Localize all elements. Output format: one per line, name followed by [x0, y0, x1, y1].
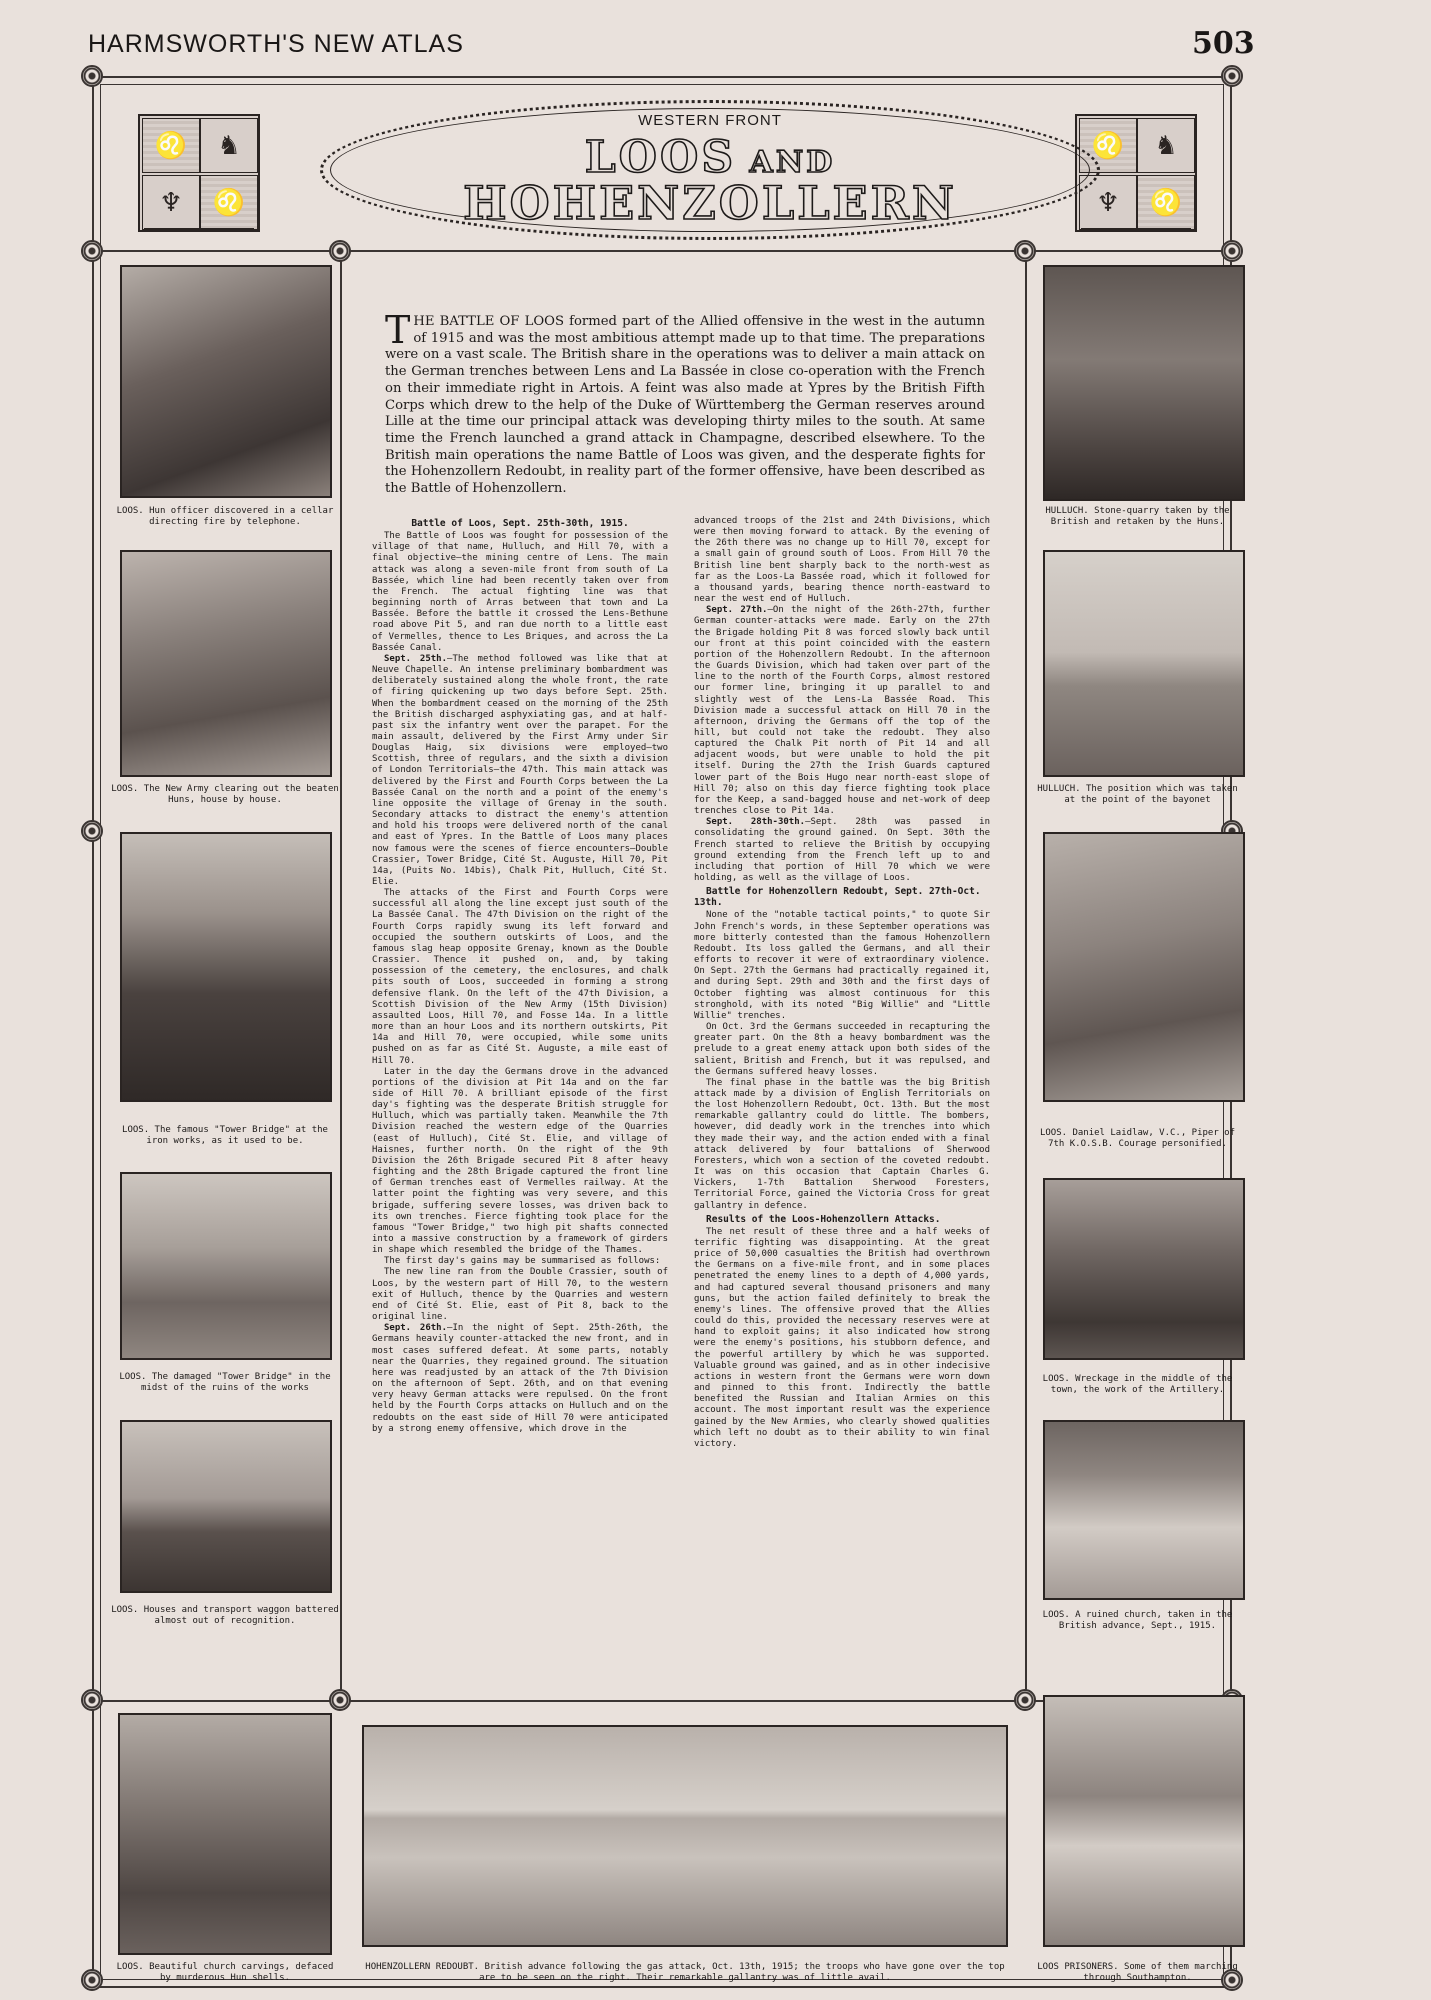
rosette-ornament: [81, 1969, 103, 1991]
photo-ruined-church: [1043, 1420, 1245, 1600]
paragraph-lead: Sept. 25th.: [384, 653, 448, 664]
rosette-ornament: [1221, 65, 1243, 87]
photo-loos-prisoners: [1043, 1695, 1245, 1947]
caption: HULLUCH. The position which was taken at the point of the bayonet: [1037, 784, 1238, 805]
rosette-ornament: [329, 240, 351, 262]
caption: LOOS. A ruined church, taken in the British advance, Sept., 1915.: [1042, 1610, 1233, 1631]
rosette-ornament: [1014, 240, 1036, 262]
paragraph: [372, 1323, 668, 1435]
photo-hohenzollern-redoubt: [362, 1725, 1008, 1947]
caption: LOOS. The damaged "Tower Bridge" in the midst of the ruins of the works: [119, 1372, 331, 1393]
lions-icon: ♌: [200, 175, 258, 230]
lion-rampant-icon: ♞: [1137, 118, 1195, 173]
paragraph: The attacks of the First and Fourth Corps were successful all along the line except just south of the La Bassée Canal. The 47th Division on the right of the Fourth Corps rapidly swung its left forward and occupied the southern outskirts of Loos, and the famous slag heap opposite Grenay, known as the Double Crassier. Thence it pushed on, and, by taking possession of the cemetery, the enclosures, and chalk pits south of Loos, succeeded in forming a strong defensive flank. On the left of the 47th Division, a Scottish Division of the New Army (15th Division) assaulted Loos, Hill 70, and Fosse 14a. In a little more than an hour Loos and its northern outskirts, Pit 14a and Hill 70, were occupied, while some units pushed on as far as Cité St. Auguste, a mile east of Hill 70.: [372, 888, 668, 1066]
left-column-divider: [340, 250, 342, 1700]
paragraph: The final phase in the battle was the big British attack made by a division of English Territorials on the lost Hohenzollern Redoubt, Oct. 13th. But the most remarkable gallantry could do little. The bombers, however, did deadly work in the trenches into which they made their way, and the action ended with a final attack delivered by four battalions of Sherwood Foresters, which won a section of the coveted redoubt. It was on this occasion that Captain Charles G. Vickers, 1-7th Battalion Sherwood Foresters, Territorial Force, gained the Victoria Cross for great gallantry in defence.: [694, 1077, 990, 1211]
section-kicker: WESTERN FRONT: [638, 112, 782, 129]
caption: HULLUCH. Stone-quarry taken by the British and retaken by the Huns.: [1045, 506, 1230, 527]
drop-cap: T: [385, 308, 411, 352]
caption: LOOS. Daniel Laidlaw, V.C., Piper of 7th K.O.S.B. Courage personified.: [1039, 1128, 1236, 1149]
ornament-scroll: [144, 228, 254, 250]
running-title: HARMSWORTH'S NEW ATLAS: [88, 30, 464, 58]
paragraph-body: —On the night of the 26th-27th, further German counter-attacks were made. Early on the 27th the Brigade holding Pit 8 was forced slowly back until our front at this point coincided with the eastern portion of the Hohenzollern Redoubt. In the afternoon the Guards Division, which had taken over part of the line to the north of the Fourth Corps, almost restored our former line, bringing it up parallel to and slightly west of the Lens-La Bassée Road. This Division made a successful attack on Hill 70 in the afternoon, driving the Germans off the top of the hill, but could not take the redoubt. They also captured the Chalk Pit north of Pit 14 and all adjacent woods, but were unable to hold the pit itself. During the 27th the Irish Guards captured lower part of the Bois Hugo near north-east slope of Hill 70; also on this day fierce fighting took place for the Keep, a sand-bagged house and net-work of deep trenches close to Pit 14a.: [694, 605, 991, 817]
lede-paragraph: [385, 308, 985, 498]
paragraph: The new line ran from the Double Crassier, south of Loos, by the western part of Hill 70, to the western exit of Hulluch, thence by the Quarries and western end of Cité St. Elie, east of Pit 8, back to the original line.: [372, 1267, 668, 1323]
photo-damaged-tower-bridge: [120, 1172, 332, 1360]
paragraph: [694, 817, 990, 884]
title-word: AND: [736, 145, 836, 180]
section-heading: Battle for Hohenzollern Redoubt, Sept. 27th-Oct. 13th.: [694, 886, 981, 909]
paragraph-lead: Sept. 28th-30th.: [706, 817, 806, 828]
caption: LOOS. The New Army clearing out the beaten Huns, house by house.: [111, 784, 339, 805]
paragraph-body: —The method followed was like that at Neuve Chapelle. An intense preliminary bombardment was deliberately sustained along the whole front, the rate of firing quickening up two days before Sept. 25th. When the bombardment ceased on the morning of the 25th the British discharged asphyxiating gas, and at half-past six the infantry went over the parapet. For the main assault, delivered by the First Army under Sir Douglas Haig, six divisions were employed—two Scottish, three of regulars, and the sixth a division of London Territorials—the 47th. This main attack was delivered by the First and Fourth Corps between the La Bassée Canal on the north and a point of the enemy's line opposite the village of Grenay in the south. Secondary attacks to distract the enemy's attention and hold his troops were delivered north of the canal and east of Ypres. In the Battle of Loos many places now famous were the scenes of fierce encounters—Double Crassier, Tower Bridge, Cité St. Auguste, Hill 70, Pit 14a, (Puits No. 14bis), Chalk Pit, Hulluch, Cité St. Elie.: [372, 653, 669, 887]
paragraph: None of the "notable tactical points," to quote Sir John French's words, in these September operations was more bitterly contested than the famous Hohenzollern Redoubt. Its loss galled the Germans, and all their efforts to recover it were of extraordinary violence. On Sept. 27th the Germans had practically regained it, and during Sept. 29th and 30th and the first days of October fighting was almost continuous for this stronghold, with its noted "Big Willie" and "Little Willie" trenches.: [694, 910, 990, 1021]
article-column-left: [372, 516, 668, 1435]
caption: LOOS. Hun officer discovered in a cellar directing fire by telephone.: [116, 506, 334, 527]
photo-church-carvings: [118, 1713, 332, 1955]
royal-arms-emblem-left: [138, 114, 260, 232]
paragraph: The Battle of Loos was fought for possession of the village of that name, Hulluch, and Hill 70, with a final objective—the mining centre of Lens. The main attack was along a seven-mile front from south of La Bassée, which line had been recently taken over from the French. The actual fighting line was that beginning north of Arras between that town and La Bassée. Before the battle it crossed the Lens-Bethune road above Pit 5, and ran due north to a little east of Vermelles, thence to Les Briques, and across the La Bassée Canal.: [372, 531, 668, 653]
rosette-ornament: [1014, 1689, 1036, 1711]
harp-icon: ♆: [1079, 175, 1137, 230]
paragraph: On Oct. 3rd the Germans succeeded in recapturing the greater part. On the 8th a heavy bombardment was the prelude to a great enemy attack upon both sides of the salient, British and French, but it was repulsed, and the Germans suffered heavy losses.: [694, 1022, 990, 1077]
photo-new-army: [120, 550, 332, 777]
section-heading: Results of the Loos-Hohenzollern Attacks.: [706, 1213, 941, 1225]
caption: LOOS. The famous "Tower Bridge" at the iron works, as it used to be.: [122, 1125, 328, 1146]
caption: LOOS. Beautiful church carvings, defaced by murderous Hun shells.: [116, 1962, 334, 1983]
paragraph: [694, 605, 990, 817]
rosette-ornament: [81, 820, 103, 842]
ornament-scroll: [1081, 228, 1191, 250]
caption: LOOS. Houses and transport waggon battered almost out of recognition.: [111, 1605, 339, 1626]
lions-icon: ♌: [1079, 118, 1137, 173]
paragraph: The first day's gains may be summarised as follows:: [384, 1256, 661, 1267]
caption: LOOS PRISONERS. Some of them marching through Southampton.: [1037, 1962, 1238, 1983]
caption: HOHENZOLLERN REDOUBT. British advance following the gas attack, Oct. 13th, 1915; the troops who have gone over the top are to be seen on the right. Their remarkable gallantry was of little avail.: [365, 1962, 1005, 1983]
paragraph: The net result of these three and a half weeks of terrific fighting was disappointing. At the great price of 50,000 casualties the British had overthrown the Germans on a five-mile front, and in some places penetrated the enemy lines to a depth of 4,000 yards, and had captured several thousand prisoners and many guns, but the action failed definitely to break the enemy's lines. The offensive proved that the Allies could do this, provided the necessary reserves were at hand to exploit gains; it also indicated how strong were the enemy's positions, his stubborn defence, and the powerful artillery by which he was supported. Valuable ground was gained, and as in other indecisive actions in western front the Germans were worn down and pinned to this front. Indirectly the battle benefited the Russian and Italian Armies on this account. The most important result was the experience gained by the New Armies, who clearly showed qualities which left no doubt as to their ability to win final victory.: [694, 1226, 990, 1449]
photo-piper-laidlaw: [1043, 832, 1245, 1102]
lede-text: HE BATTLE OF LOOS formed part of the Allied offensive in the west in the autumn of 1915 and was the most ambitious attempt made up to that time. The preparations were on a vast scale. The British share in the operations was to deliver a main attack on the German trenches between Lens and La Bassée in close co-operation with the French on their immediate right in Artois. A feint was also made at Ypres by the British Fifth Corps which drew to the help of the Duke of Württemberg the German reserves around Lille at the time our principal attack was developing thirty miles to the south. At same time the French launched a grand attack in Champagne, described elsewhere. To the British main operations the name Battle of Loos was given, and the desperate fights for the Hohenzollern Redoubt, in reality part of the former offensive, have been described as the Battle of Hohenzollern.: [385, 314, 985, 497]
paragraph-body: —In the night of Sept. 25th-26th, the Germans heavily counter-attacked the new front, and in most cases suffered defeat. At some parts, notably near the Quarries, they regained ground. The situation here was readjusted by an attack of the 7th Division on the afternoon of Sept. 26th, and on that evening very heavy German attacks were repulsed. On the front held by the Fourth Corps attacks on Hulluch and on the redoubts on the east side of Hill 70 were anticipated by a strong enemy offensive, which drove in the: [372, 1323, 669, 1434]
rosette-ornament: [81, 240, 103, 262]
title-word: LOOS: [584, 132, 737, 183]
rosette-ornament: [81, 1689, 103, 1711]
lions-icon: ♌: [1137, 175, 1195, 230]
photo-bayonet-position: [1043, 550, 1245, 777]
paragraph-body: —Sept. 28th was passed in consolidating the ground gained. On Sept. 30th the French started to relieve the British by occupying ground extending from the French left up to and including that portion of Hill 70 which we were holding, as well as the village of Loos.: [694, 817, 990, 883]
caption: LOOS. Wreckage in the middle of the town, the work of the Artillery.: [1042, 1374, 1233, 1395]
page-number: 503: [1192, 26, 1255, 61]
photo-town-wreckage: [1043, 1178, 1245, 1360]
paragraph: Later in the day the Germans drove in the advanced portions of the division at Pit 14a and on the far side of Hill 70. A brilliant episode of the first day's fighting was the desperate British struggle for Hulluch, which was partially taken. Meanwhile the 7th Division reached the western edge of the Quarries (east of Hulluch), Cité St. Elie, and village of Haisnes, further north. On the right of the 9th Division the 26th Brigade secured Pit 8 after heavy fighting and the 28th Brigade captured the front line of German trenches east of Vermelles railway. At the latter point the fighting was very severe, and this brigade, suffering severe losses, was driven back to its own trenches. Fierce fighting took place for the famous "Tower Bridge," two high pit shafts connected into a massive construction by a framework of girders in shape which resembled the bridge of the Thames.: [372, 1066, 668, 1256]
header-divider: [100, 250, 1224, 252]
paragraph: [372, 654, 668, 888]
section-heading: Battle of Loos, Sept. 25th-30th, 1915.: [411, 518, 629, 529]
photo-tower-bridge: [120, 832, 332, 1102]
lion-rampant-icon: ♞: [200, 118, 258, 173]
harp-icon: ♆: [142, 175, 200, 230]
paragraph-lead: Sept. 26th.: [384, 1323, 448, 1334]
rosette-ornament: [81, 65, 103, 87]
photo-battered-houses: [120, 1420, 332, 1593]
rosette-ornament: [329, 1689, 351, 1711]
article-column-right: [694, 516, 990, 1450]
rosette-ornament: [1221, 240, 1243, 262]
page-title-line-2: HOHENZOLLERN: [463, 176, 957, 230]
paragraph: advanced troops of the 21st and 24th Divisions, which were then moving forward to attack. By the evening of the 26th there was no change up to Hill 70, except for a small gain of ground south of Loos. From Hill 70 the British line bent sharply back to the north-west as far as the Loos-La Bassée road, which it followed for a thousand yards, bearing thence north-eastward to near the west end of Hulluch.: [694, 516, 990, 605]
photo-stone-quarry: [1043, 265, 1245, 501]
photo-hun-officer: [120, 265, 332, 498]
lions-icon: ♌: [142, 118, 200, 173]
paragraph-lead: Sept. 27th.: [706, 605, 768, 616]
right-column-divider: [1025, 250, 1027, 1700]
